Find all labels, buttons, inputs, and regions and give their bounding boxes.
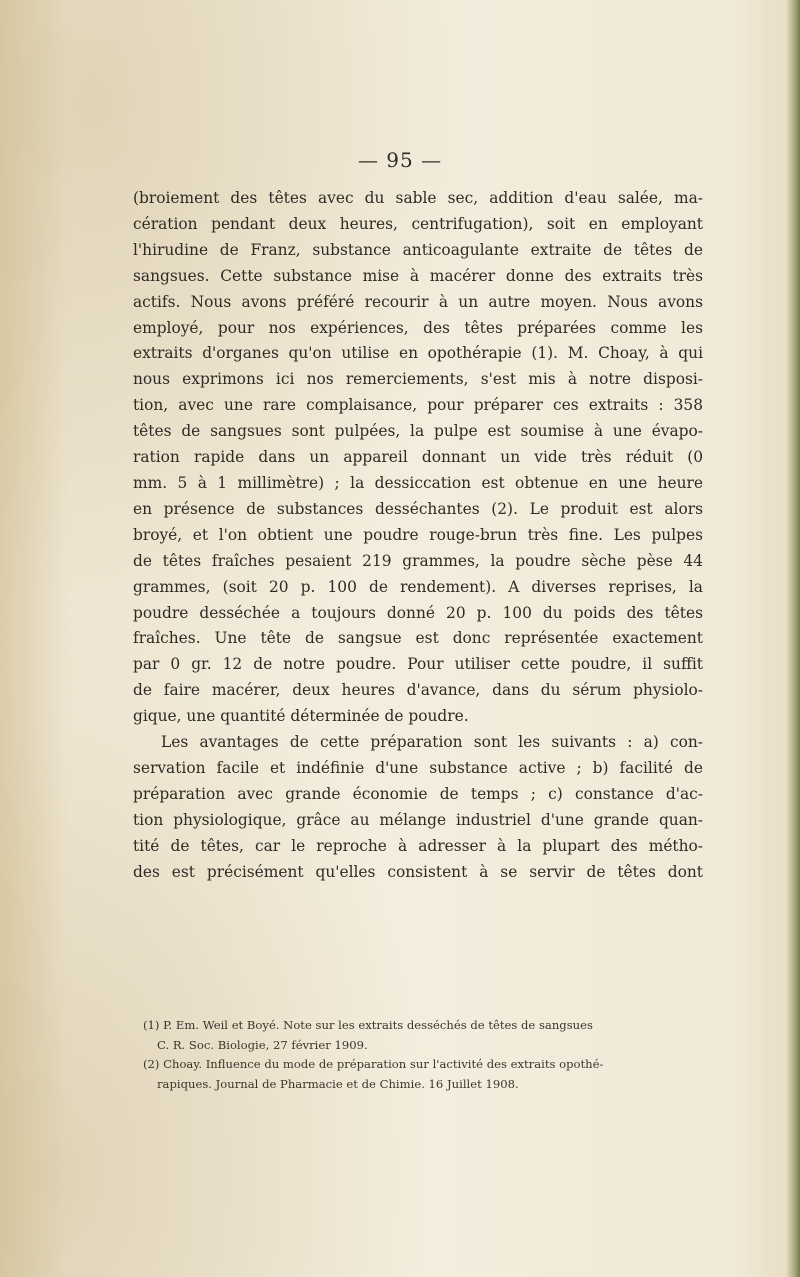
text-line: nous exprimons ici nos remerciements, s'est mis à notre disposi-	[133, 370, 703, 389]
text-line: grammes, (soit 20 p. 100 de rendement). A diverses reprises, la	[133, 577, 703, 596]
text-line: ration rapide dans un appareil donnant un vide très réduit (0	[133, 448, 703, 467]
text-line: des est précisément qu'elles consistent à se servir de têtes dont	[133, 862, 703, 881]
text-line: gique, une quantité déterminée de poudre.	[133, 707, 469, 726]
page-number: — 95 —	[357, 148, 443, 172]
footnote-2-cont: rapiques. Journal de Pharmacie et de Chimie. 16 Juillet 1908.	[157, 1076, 519, 1091]
body-text	[133, 186, 703, 885]
text-line: servation facile et indéfinie d'une substance active ; b) facilité de	[133, 758, 703, 777]
text-line: employé, pour nos expériences, des têtes préparées comme les	[133, 318, 703, 337]
footnotes	[143, 1016, 703, 1094]
footnote-2: (2) Choay. Influence du mode de préparation sur l'activité des extraits opothé-	[143, 1057, 604, 1071]
page-stain	[0, 0, 70, 1277]
text-line: préparation avec grande économie de temps ; c) constance d'ac-	[133, 784, 703, 803]
footnote-1-cont: C. R. Soc. Biologie, 27 février 1909.	[157, 1037, 368, 1052]
text-line: fraîches. Une tête de sangsue est donc représentée exactement	[133, 629, 703, 648]
text-line: actifs. Nous avons préféré recourir à un autre moyen. Nous avons	[133, 292, 703, 311]
text-line: cération pendant deux heures, centrifugation), soit en employant	[133, 214, 703, 233]
text-line: broyé, et l'on obtient une poudre rouge-brun très fine. Les pulpes	[133, 525, 703, 544]
text-line: l'hirudine de Franz, substance anticoagulante extraite de têtes de	[133, 240, 703, 259]
text-line: par 0 gr. 12 de notre poudre. Pour utiliser cette poudre, il suffit	[133, 655, 703, 674]
text-line: de faire macérer, deux heures d'avance, dans du sérum physiolo-	[133, 681, 703, 700]
text-line: extraits d'organes qu'on utilise en opothérapie (1). M. Choay, à qui	[133, 344, 703, 363]
text-line: de têtes fraîches pesaient 219 grammes, la poudre sèche pèse 44	[133, 551, 703, 570]
text-line: têtes de sangsues sont pulpées, la pulpe est soumise à une évapo-	[133, 422, 703, 441]
paragraph-1	[133, 186, 703, 730]
text-line: mm. 5 à 1 millimètre) ; la dessiccation est obtenue en une heure	[133, 473, 703, 492]
paragraph-2	[133, 730, 703, 885]
text-line: (broiement des têtes avec du sable sec, addition d'eau salée, ma-	[133, 189, 703, 207]
text-line: sangsues. Cette substance mise à macérer donne des extraits très	[133, 266, 703, 285]
text-line: en présence de substances desséchantes (2). Le produit est alors	[133, 499, 703, 518]
page-edge	[786, 0, 800, 1277]
text-line: tité de têtes, car le reproche à adresser à la plupart des métho-	[133, 836, 703, 855]
footnote-1: (1) P. Em. Weil et Boyé. Note sur les extraits desséchés de têtes de sangsues	[143, 1018, 593, 1032]
text-line: tion, avec une rare complaisance, pour préparer ces extraits : 358	[133, 396, 703, 415]
text-line: poudre desséchée a toujours donné 20 p. 100 du poids des têtes	[133, 603, 703, 622]
text-line: Les avantages de cette préparation sont les suivants : a) con-	[161, 733, 703, 752]
text-line: tion physiologique, grâce au mélange industriel d'une grande quan-	[133, 810, 703, 829]
